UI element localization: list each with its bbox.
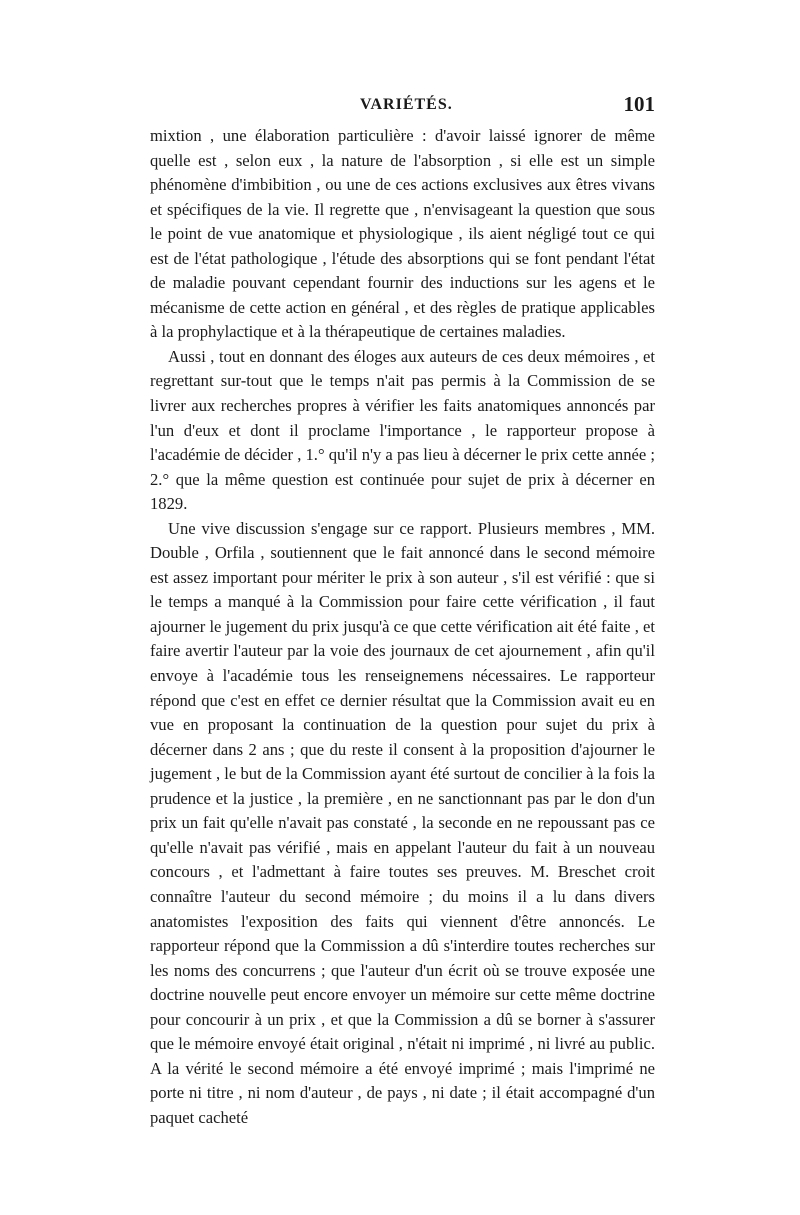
running-head [150, 90, 655, 120]
paragraph-proposal: Aussi , tout en donnant des éloges aux auteurs de ces deux mémoires , et regrettant sur-tout que le temps n'ait pas permis à la Commission de se livrer aux recherches propres à vérifier les faits anatomiques annoncés par l'un d'eux et dont il proclame l'importance , le rapporteur propose à l'académie de décider , 1.° qu'il n'y a pas lieu à décerner le prix cette année ; 2.° que la même question est continuée pour sujet de prix à décerner en 1829. [150, 346, 655, 514]
page-number: 101 [623, 92, 655, 116]
paragraph-discussion: Une vive discussion s'engage sur ce rapport. Plusieurs membres , MM. Double , Orfila , soutiennent que le fait annoncé dans le second mémoire est assez important pour mériter le prix à son auteur , s'il est vérifié : que si le temps a manqué à la Commission pour faire cette vérification , il faut ajourner le jugement du prix jusqu'à ce que cette vérification ait été faite , et faire avertir l'auteur par la voie des journaux de cet ajournement , afin qu'il envoye à l'académie tous les renseignemens nécessaires. Le rapporteur répond que c'est en effet ce dernier résultat que la Commission avait eu en vue en proposant la continuation de la question pour sujet du prix à décerner dans 2 ans ; que du reste il consent à la proposition d'ajourner le jugement , le but de la Commission ayant été surtout de concilier à la fois la prudence et la justice , la première , en ne sanctionnant pas par le don d'un prix un fait qu'elle n'avait pas constaté , la seconde en ne repoussant pas ce qu'elle n'avait pas vérifié , mais en appelant l'auteur du fait à un nouveau concours , et l'admettant à faire toutes ses preuves. M. Breschet croit connaître l'auteur du second mémoire ; du moins il a lu dans divers anatomistes l'exposition des faits qui viennent d'être annoncés. Le rapporteur répond que la Commission a dû s'interdire toutes recherches sur les noms des concurrens ; que l'auteur d'un écrit où se trouve exposée une doctrine nouvelle peut encore envoyer un mémoire sur cette même doctrine pour concourir à un prix , et que la Commission a dû se borner à s'assurer que le mémoire envoyé était original , n'était ni imprimé , ni livré au public. A la vérité le second mémoire a été envoyé imprimé ; mais l'imprimé ne porte ni titre , ni nom d'auteur , de pays , ni date ; il était accompagné d'un paquet cacheté [150, 518, 655, 1127]
body-text [150, 124, 655, 1130]
paragraph-continuation: mixtion , une élaboration particulière : d'avoir laissé ignorer de même quelle est , selon eux , la nature de l'absorption , si elle est un simple phénomène d'imbibition , ou une de ces actions exclusives aux êtres vivans et spécifiques de la vie. Il regrette que , n'envisageant la question que sous le point de vue anatomique et physiologique , ils aient négligé tout ce qui est de l'état pathologique , l'étude des absorptions qui se font pendant l'état de maladie pouvant cependant fournir des inductions sur les agens et le mécanisme de cette action en général , et des règles de pratique applicables à la prophylactique et à la thérapeutique de certaines maladies. [150, 126, 655, 342]
running-title: VARIÉTÉS. [360, 96, 453, 113]
